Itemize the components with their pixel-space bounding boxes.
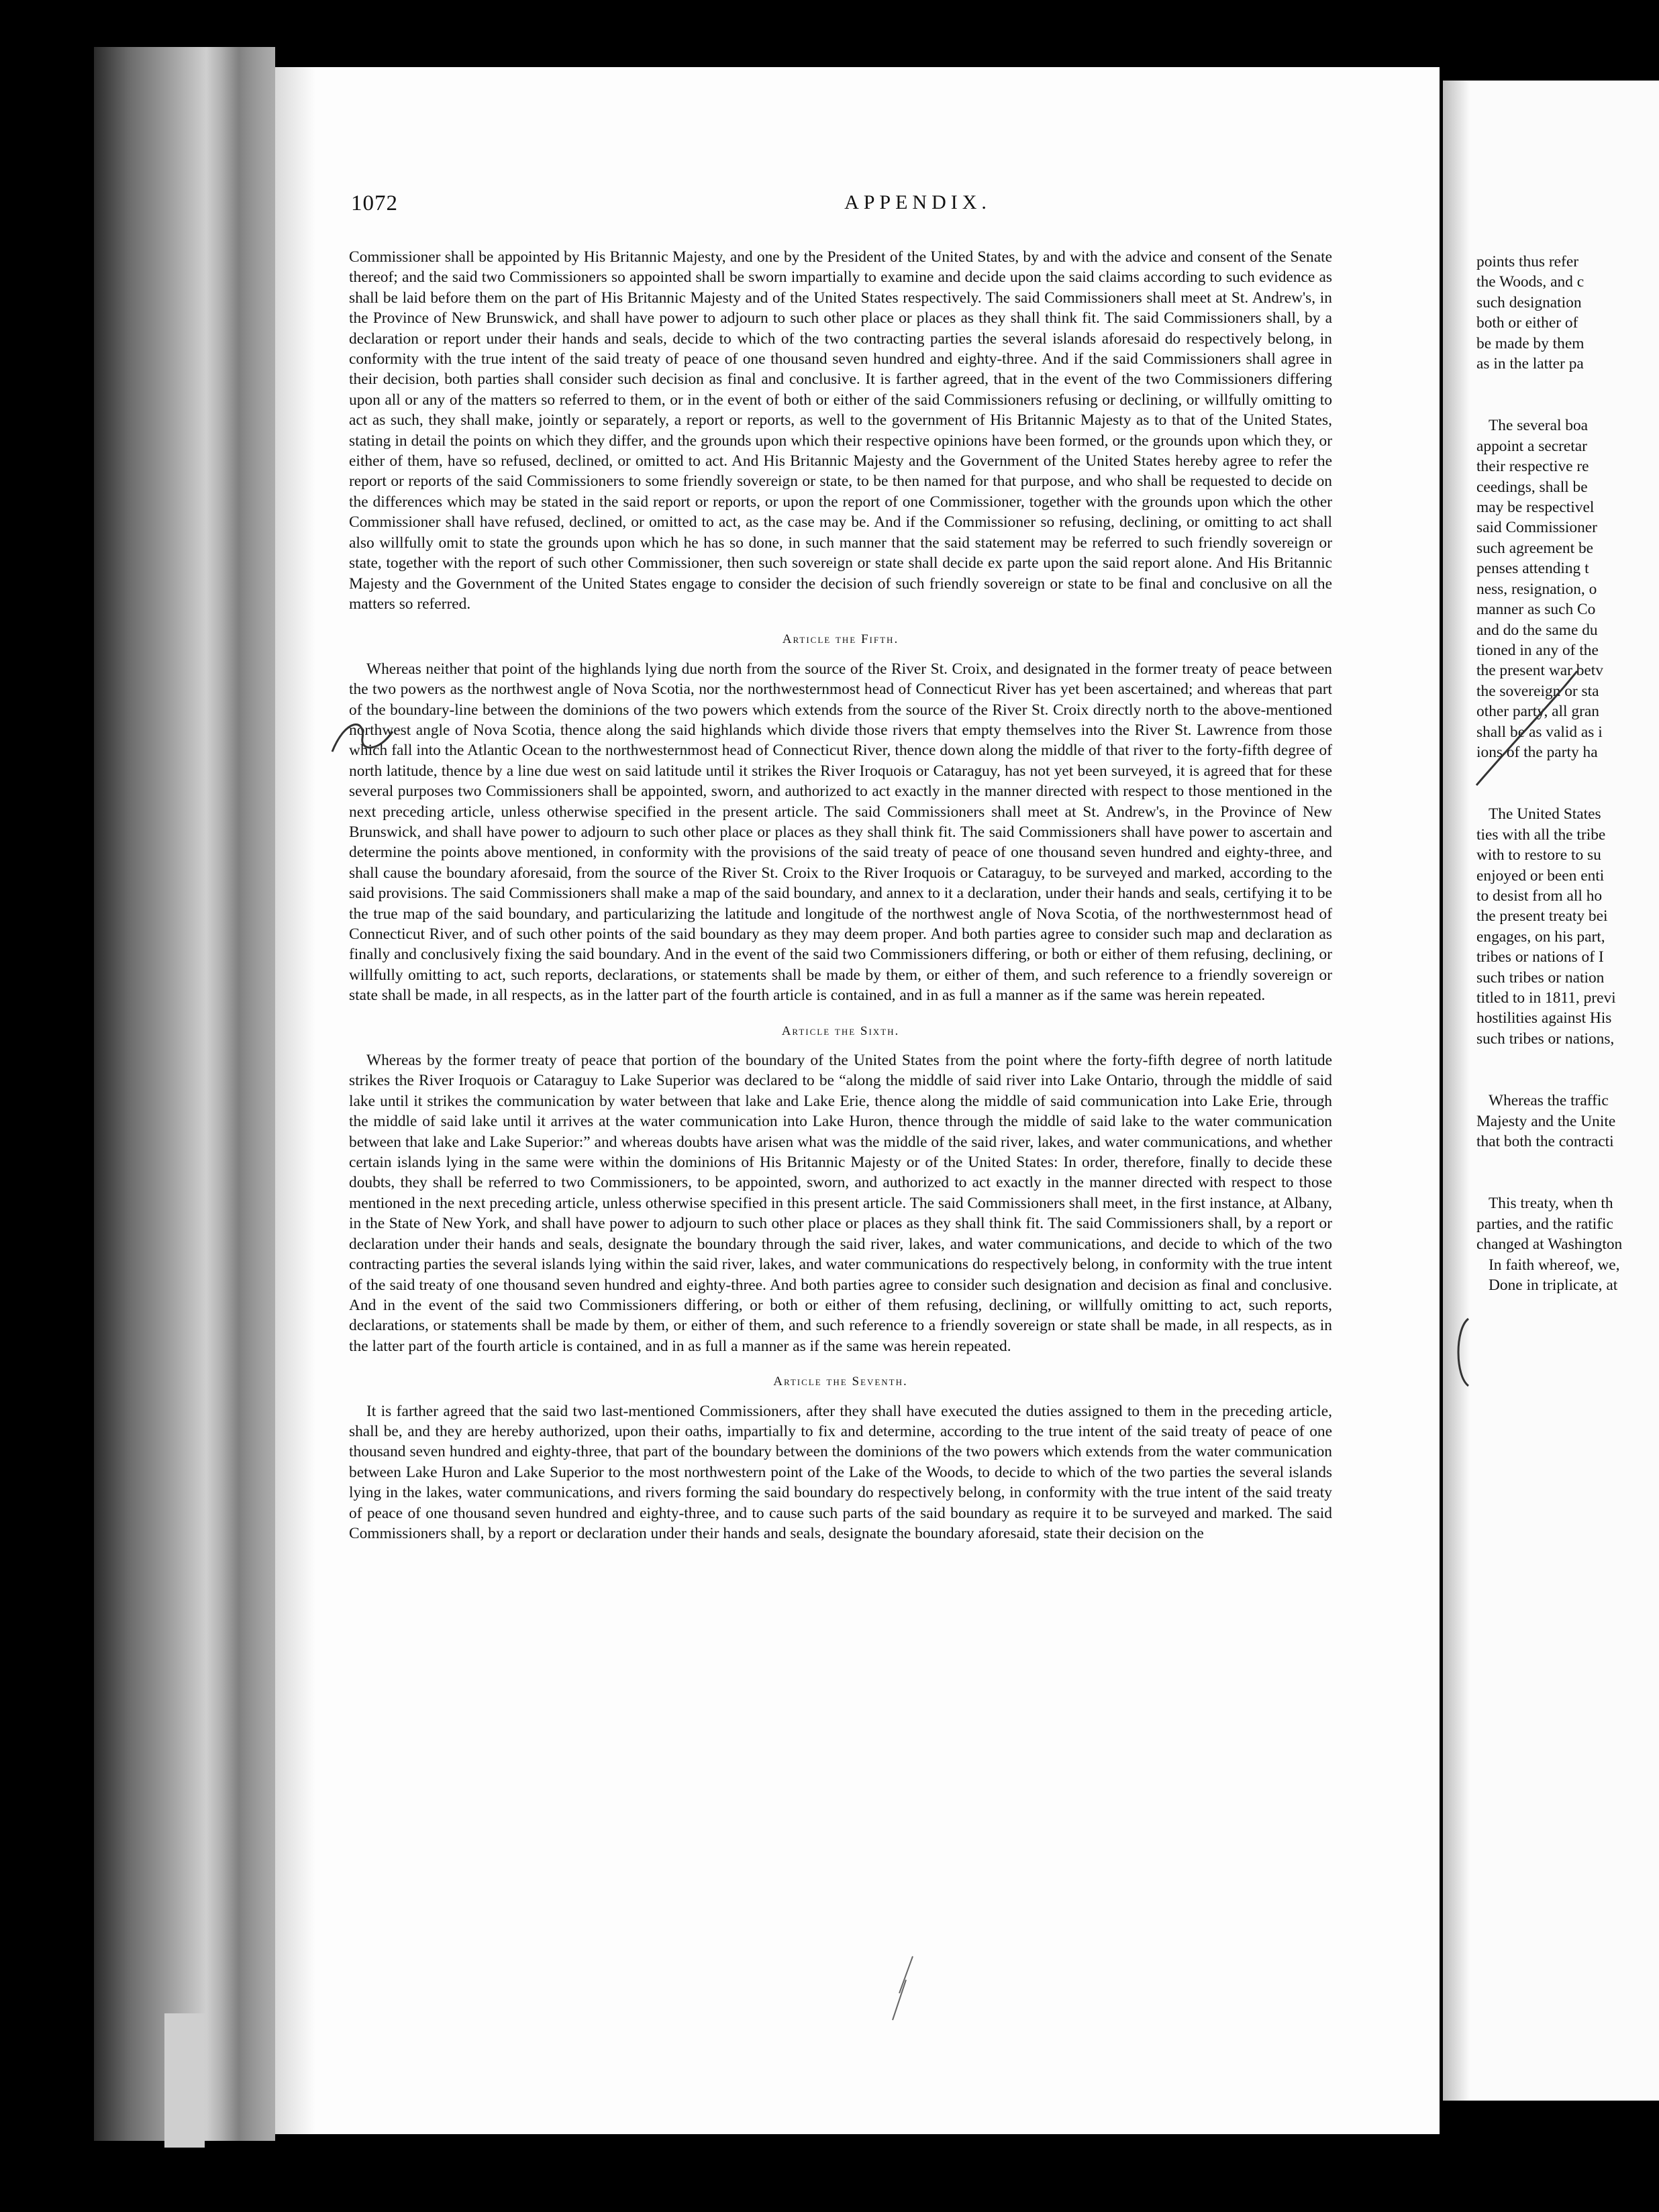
facing-line: penses attending t <box>1476 560 1589 578</box>
facing-line: The several boa <box>1489 417 1589 435</box>
facing-line: both or either of <box>1476 314 1578 332</box>
facing-line: engages, on his part, <box>1476 927 1605 946</box>
pen-mark-bottom <box>879 1953 933 2027</box>
heading-article-fifth: Article the Fifth. <box>782 632 899 647</box>
paragraph-article-fifth: Whereas neither that point of the highlands lying due north from the source of the River St. Croix, and designated in the former treaty of peace between the two powers as the northwest angle of Nova Scotia, nor the northwesternmost head of Connecticut River has yet been ascertained; and whereas that part of the boundary-line between the dominions of the two powers which extends from the source of the River St. Croix directly north to the above-mentioned northwest angle of Nova Scotia, thence along the said highlands which divide those rivers that empty themselves into the River St. Lawrence from those which fall into the Atlantic Ocean to the northwesternmost head of Connecticut River, thence down along the middle of that river to the forty-fifth degree of north latitude, thence by a line due west on said latitude until it strikes the River Iroquois or Cataraguy, has not yet been surveyed, it is agreed that for these several purposes two Commissioners shall be appointed, sworn, and authorized to act exactly in the manner directed with respect to those mentioned in the next preceding article, unless otherwise specified in the present article. The said Commissioners shall meet at St. Andrew's, in the Province of New Brunswick, and shall have power to adjourn to such other place or places as they shall think fit. The said Commissioners shall have power to ascertain and determine the points above mentioned, in conformity with the provisions of the said treaty of peace of one thousand seven hundred and eighty-three, and shall cause the boundary aforesaid, from the source of the River St. Croix to the River Iroquois or Cataraguy, to be surveyed and marked, according to the said provisions. The said Commissioners shall make a map of the said boundary, and annex to it a declaration, under their hands and seals, certifying it to be the true map of the said boundary, and particularizing the latitude and longitude of the northwest angle of Nova Scotia, of the northwesternmost head of Connecticut River, and of such other points of the said boundary as they may deem proper. And both parties agree to consider such map and declaration as finally and conclusively fixing the said boundary. And in the event of the said two Commissioners differing, or both or either of them refusing, declining, or willfully omitting to act, such reports, declarations, or statements shall be made by them, or either of them, and such reference to a friendly sovereign or state shall be made, in all respects, as in the latter part of the fourth article is contained, and in as full a manner as if the same was herein repeated. <box>349 660 1332 1005</box>
facing-line: the Woods, and c <box>1476 273 1585 291</box>
book-edge-shadow <box>221 47 275 2141</box>
facing-line: the present war betv <box>1476 662 1603 680</box>
facing-line: This treaty, when th <box>1489 1195 1613 1213</box>
main-page <box>275 67 1440 2134</box>
facing-block-1 <box>1476 252 1659 374</box>
facing-line: Whereas the traffic <box>1489 1092 1609 1110</box>
facing-line: The United States <box>1489 805 1601 823</box>
facing-line: other party, all gran <box>1476 703 1599 721</box>
facing-line: hostilities against His <box>1476 1009 1612 1027</box>
facing-line: to desist from all ho <box>1476 887 1603 905</box>
facing-line: points thus refer <box>1476 253 1579 270</box>
page-gutter-shadow <box>275 67 315 2134</box>
facing-line: ness, resignation, o <box>1476 580 1597 598</box>
facing-line: the present treaty bei <box>1476 907 1608 925</box>
facing-line: such designation <box>1476 293 1582 311</box>
page-edge-tab <box>164 2013 205 2148</box>
facing-line: the sovereign or sta <box>1476 682 1599 700</box>
pen-mark-margin <box>325 711 399 765</box>
facing-line: ions of the party ha <box>1476 743 1598 761</box>
page-number: 1072 <box>351 191 398 215</box>
facing-line: their respective re <box>1476 458 1589 476</box>
paragraph-article-seventh: It is farther agreed that the said two last-mentioned Commissioners, after they shall have executed the duties assigned to them in the preceding article, shall be, and they are hereby authorized, upon their oaths, impartially to fix and determine, according to the true intent of the said treaty of peace of one thousand seven hundred and eighty-three, that part of the boundary between the dominions of the two powers which extends from the water communication between Lake Huron and Lake Superior to the most northwestern point of the Lake of the Woods, to decide to which of the two parties the several islands lying in the lakes, water communications, and rivers forming the said boundary do respectively belong, in conformity with the true intent of the said treaty of peace of one thousand seven hundred and eighty-three, and to cause such parts of the said boundary as require it to be surveyed and marked. The said Commissioners shall, by a report or declaration under their hands and seals, designate the boundary aforesaid, state their decision on the <box>349 1402 1332 1542</box>
facing-line: Majesty and the Unite <box>1476 1112 1616 1130</box>
facing-line: manner as such Co <box>1476 601 1596 619</box>
text-column <box>349 247 1332 1544</box>
facing-line: appoint a secretar <box>1476 437 1587 455</box>
facing-page-text <box>1476 252 1659 1337</box>
facing-line: titled to in 1811, previ <box>1476 989 1616 1007</box>
facing-line: such tribes or nation <box>1476 968 1605 987</box>
facing-line: be made by them <box>1476 334 1585 352</box>
facing-page <box>1443 81 1659 2101</box>
facing-block-3 <box>1476 804 1659 1049</box>
facing-line: with to restore to su <box>1476 846 1601 864</box>
heading-article-seventh: Article the Seventh. <box>773 1374 908 1389</box>
heading-article-sixth: Article the Sixth. <box>781 1023 900 1038</box>
facing-line: and do the same du <box>1476 621 1598 639</box>
facing-line: said Commissioner <box>1476 519 1597 537</box>
pen-mark-facing <box>1456 664 1591 792</box>
facing-line: such tribes or nations, <box>1476 1029 1615 1048</box>
facing-line: shall be as valid as i <box>1476 723 1603 741</box>
facing-line: changed at Washington <box>1476 1236 1623 1254</box>
facing-line: such agreement be <box>1476 539 1594 557</box>
facing-page-gutter-shadow <box>1443 81 1470 2101</box>
facing-line: In faith whereof, we, <box>1489 1256 1620 1274</box>
facing-line: tribes or nations of I <box>1476 948 1604 966</box>
facing-line: that both the contracti <box>1476 1133 1614 1151</box>
paragraph-article-sixth: Whereas by the former treaty of peace that portion of the boundary of the United States from the point where the forty-fifth degree of north latitude strikes the River Iroquois or Cataraguy to Lake Superior was declared to be “along the middle of said river into Lake Ontario, through the middle of said lake until it strikes the communication by water between that lake and Lake Erie, thence along the middle of said communication into Lake Erie, through the middle of said lake until it arrives at the water communication into Lake Huron, thence through the middle of said lake to the water communication between that lake and Lake Superior:” and whereas doubts have arisen what was the middle of the said river, lakes, and water communications, and whether certain islands lying in the same were within the dominions of His Britannic Majesty or of the United States: In order, therefore, finally to decide these doubts, they shall be referred to two Commissioners, to be appointed, sworn, and authorized to act exactly in the manner directed with respect to those mentioned in the next preceding article, unless otherwise specified in this present article. The said Commissioners shall meet, in the first instance, at Albany, in the State of New York, and shall have power to adjourn to such other place or places as they shall think fit. The said Commissioners shall, by a report or declaration under their hands and seals, designate the boundary through the said river, lakes, and water communications, and decide to which of the two contracting parties the several islands lying within the said river, lakes, and water communications do respectively belong, in conformity with the true intent of the said treaty of one thousand seven hundred and eighty-three. And both parties agree to consider such designation and decision as final and conclusive. And in the event of the said two Commissioners differing, or both or either of them refusing, declining, or willfully omitting to act, such reports, declarations, or statements shall be made by them, or either of them, and such reference to a friendly sovereign or state shall be made, in all respects, as in the latter part of the fourth article is contained, and in as full a manner as if the same was herein repeated. <box>349 1052 1332 1355</box>
pen-bracket-facing <box>1447 1315 1474 1389</box>
facing-line: ties with all the tribe <box>1476 825 1606 844</box>
facing-line: may be respectivel <box>1476 499 1595 517</box>
facing-line: enjoyed or been enti <box>1476 866 1605 885</box>
facing-line: tioned in any of the <box>1476 641 1599 659</box>
facing-block-4 <box>1476 1091 1659 1152</box>
facing-line: Done in triplicate, at <box>1489 1276 1618 1295</box>
facing-line: as in the latter pa <box>1476 355 1584 373</box>
running-head: APPENDIX. <box>844 191 991 213</box>
facing-line: ceedings, shall be <box>1476 478 1588 496</box>
facing-block-5 <box>1476 1193 1659 1295</box>
paragraph-article-fourth-continued: Commissioner shall be appointed by His Britannic Majesty, and one by the President of the United States, by and with the advice and consent of the Senate thereof; and the said two Commissioners so appointed shall be sworn impartially to examine and decide upon the said claims according to such evidence as shall be laid before them on the part of His Britannic Majesty and of the United States respectively. The said Commissioners shall meet at St. Andrew's, in the Province of New Brunswick, and shall have power to adjourn to such other place or places as they shall think fit. The said Commissioners shall, by a declaration or report under their hands and seals, decide to which of the two contracting parties the several islands aforesaid do respectively belong, in conformity with the true intent of the said treaty of peace of one thousand seven hundred and eighty-three. And if the said Commissioners shall agree in their decision, both parties shall consider such decision as final and conclusive. It is farther agreed, that in the event of the two Commissioners differing upon all or any of the matters so referred to them, or in the event of both or either of the said Commissioners refusing or declining, or willfully omitting to act as such, they shall make, jointly or separately, a report or reports, as well to the government of His Britannic Majesty as to that of the United States, stating in detail the points on which they differ, and the grounds upon which their respective opinions have been formed, or the grounds upon which they, or either of them, have so refused, declined, or omitted to act. And His Britannic Majesty and the Government of the United States hereby agree to refer the report or reports of the said Commissioners to some friendly sovereign or state, to be then named for that purpose, and who shall be requested to decide on the differences which may be stated in the said report or reports, or upon the report of one Commissioner, together with the grounds upon which the other Commissioner shall have refused, declined, or omitted to act, as the case may be. And if the Commissioner so refusing, declining, or omitting to act shall also willfully omit to state the grounds upon which he has so done, in such manner that the said statement may be referred to such friendly sovereign or state, together with the report of such other Commissioner, then such sovereign or state shall decide ex parte upon the said report alone. And His Britannic Majesty and the Government of the United States engage to consider the decision of such friendly sovereign or state to be final and conclusive on all the matters so referred. <box>349 248 1332 613</box>
facing-line: parties, and the ratific <box>1476 1215 1613 1233</box>
